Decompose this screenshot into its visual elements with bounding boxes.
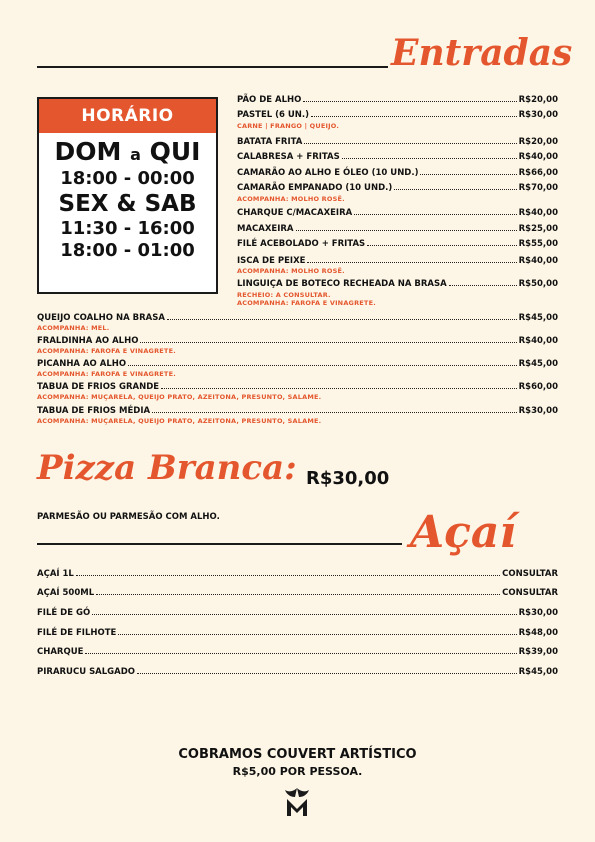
pizza-price: R$30,00	[306, 468, 390, 489]
item-note: RECHEIO: A CONSULTAR.	[237, 291, 331, 299]
hours-days-1	[39, 137, 216, 166]
item-name: CALABRESA + FRITAS	[237, 152, 340, 162]
hours-days-1-end: QUI	[149, 137, 201, 166]
leader-dots	[128, 365, 517, 366]
item-price: R$20,00	[518, 95, 558, 105]
item-price: R$40,00	[518, 256, 558, 266]
leader-dots	[367, 245, 516, 246]
pizza-title: Pizza Branca:	[37, 448, 297, 488]
item-price: R$20,00	[518, 137, 558, 147]
item-price: R$50,00	[518, 279, 558, 289]
leader-dots	[311, 116, 517, 117]
hours-days-1-start: DOM	[54, 137, 122, 166]
leader-dots	[304, 143, 516, 144]
couvert-notice: COBRAMOS COUVERT ARTÍSTICO	[178, 747, 417, 762]
item-name: MACAXEIRA	[237, 224, 294, 234]
entradas-rule	[37, 66, 388, 68]
item-name: CAMARÃO AO ALHO E ÓLEO (10 UND.)	[237, 168, 419, 178]
item-note: ACOMPANHA: FAROFA E VINAGRETE.	[37, 347, 176, 355]
menu-item	[37, 665, 558, 677]
item-note: ACOMPANHA: MUÇARELA, QUEIJO PRATO, AZEITONA, PRESUNTO, SALAME.	[37, 393, 322, 401]
leader-dots	[354, 214, 516, 215]
item-price: R$40,00	[518, 152, 558, 162]
item-price: R$30,00	[518, 406, 558, 416]
item-name: AÇAÍ 1L	[37, 569, 74, 579]
item-price: R$40,00	[518, 208, 558, 218]
menu-item	[37, 357, 558, 369]
menu-item	[237, 222, 558, 234]
menu-item	[37, 334, 558, 346]
item-note: ACOMPANHA: FAROFA E VINAGRETE.	[237, 299, 376, 307]
hours-time-2b: 18:00 - 01:00	[60, 240, 195, 261]
leader-dots	[161, 388, 517, 389]
entradas-title: Entradas	[391, 32, 573, 74]
item-name: TABUA DE FRIOS GRANDE	[37, 382, 160, 392]
leader-dots	[167, 319, 517, 320]
item-name: FILÉ ACEBOLADO + FRITAS	[237, 239, 366, 249]
item-note: ACOMPANHA: MUÇARELA, QUEIJO PRATO, AZEITONA, PRESUNTO, SALAME.	[37, 417, 322, 425]
item-name: ISCA DE PEIXE	[237, 256, 306, 266]
item-name: QUEIJO COALHO NA BRASA	[37, 313, 165, 323]
menu-item	[37, 606, 558, 618]
item-note: ACOMPANHA: FAROFA E VINAGRETE.	[37, 370, 176, 378]
item-price: R$45,00	[518, 359, 558, 369]
item-note: CARNE | FRANGO | QUEIJO.	[237, 122, 339, 130]
item-price: R$60,00	[518, 382, 558, 392]
menu-item	[37, 645, 558, 657]
item-name: CHARQUE C/MACAXEIRA	[237, 208, 353, 218]
menu-item	[237, 206, 558, 218]
item-name: CAMARÃO EMPANADO (10 UND.)	[237, 183, 393, 193]
item-name: AÇAÍ 500ML	[37, 588, 95, 598]
menu-item	[237, 108, 558, 120]
item-price: R$25,00	[518, 224, 558, 234]
item-price: R$45,00	[518, 667, 558, 677]
leader-dots	[152, 412, 517, 413]
item-name: FILÉ DE GÓ	[37, 608, 91, 618]
item-name: PICANHA AO ALHO	[37, 359, 127, 369]
item-price: R$70,00	[518, 183, 558, 193]
leader-dots	[342, 158, 517, 159]
pizza-description: PARMESÃO OU PARMESÃO COM ALHO.	[37, 512, 220, 522]
item-name: FILÉ DE FILHOTE	[37, 628, 117, 638]
acai-rule	[37, 543, 402, 545]
item-name: TABUA DE FRIOS MÉDIA	[37, 406, 151, 416]
menu-item	[37, 311, 558, 323]
item-name: PIRARUCU SALGADO	[37, 667, 136, 677]
couvert-price: R$5,00 POR PESSOA.	[232, 765, 363, 778]
item-price: R$39,00	[518, 647, 558, 657]
item-name: PASTEL (6 UN.)	[237, 110, 310, 120]
menu-item	[37, 404, 558, 416]
leader-dots	[449, 285, 517, 286]
item-price: R$40,00	[518, 336, 558, 346]
hours-days-2: SEX & SAB	[58, 191, 197, 217]
item-name: LINGUIÇA DE BOTECO RECHEADA NA BRASA	[237, 279, 447, 289]
hours-title: HORÁRIO	[39, 99, 216, 133]
item-price: CONSULTAR	[502, 569, 558, 579]
item-note: ACOMPANHA: MEL.	[37, 324, 110, 332]
item-name: PÃO DE ALHO	[237, 95, 302, 105]
leader-dots	[118, 634, 516, 635]
item-note: ACOMPANHA: MOLHO ROSÊ.	[237, 267, 345, 275]
hours-box	[37, 97, 218, 294]
menu-item	[237, 93, 558, 105]
leader-dots	[92, 614, 516, 615]
menu-item	[237, 166, 558, 178]
acai-title: Açaí	[410, 507, 517, 558]
leader-dots	[307, 262, 516, 263]
menu-item	[237, 254, 558, 266]
item-name: CHARQUE	[37, 647, 84, 657]
menu-item	[237, 150, 558, 162]
item-price: R$66,00	[518, 168, 558, 178]
leader-dots	[137, 673, 517, 674]
leader-dots	[140, 342, 516, 343]
hours-time-1: 18:00 - 00:00	[60, 168, 195, 189]
menu-item	[37, 586, 558, 598]
menu-item	[237, 135, 558, 147]
leader-dots	[76, 575, 500, 576]
item-price: R$45,00	[518, 313, 558, 323]
menu-item	[237, 237, 558, 249]
leader-dots	[394, 189, 516, 190]
item-price: R$30,00	[518, 110, 558, 120]
hours-days-1-connector: a	[130, 145, 141, 164]
leader-dots	[420, 174, 516, 175]
leader-dots	[96, 594, 500, 595]
menu-item	[37, 626, 558, 638]
item-price: R$48,00	[518, 628, 558, 638]
menu-item	[37, 380, 558, 392]
item-price: R$55,00	[518, 239, 558, 249]
item-price: CONSULTAR	[502, 588, 558, 598]
hours-time-2a: 11:30 - 16:00	[60, 218, 195, 239]
menu-item	[237, 277, 558, 289]
menu-item	[37, 567, 558, 579]
m-crest-logo-icon	[283, 786, 311, 818]
leader-dots	[303, 101, 516, 102]
item-note: ACOMPANHA: MOLHO ROSÊ.	[237, 195, 345, 203]
menu-item	[237, 181, 558, 193]
item-name: BATATA FRITA	[237, 137, 303, 147]
item-price: R$30,00	[518, 608, 558, 618]
leader-dots	[85, 653, 516, 654]
leader-dots	[296, 230, 517, 231]
item-name: FRALDINHA AO ALHO	[37, 336, 139, 346]
